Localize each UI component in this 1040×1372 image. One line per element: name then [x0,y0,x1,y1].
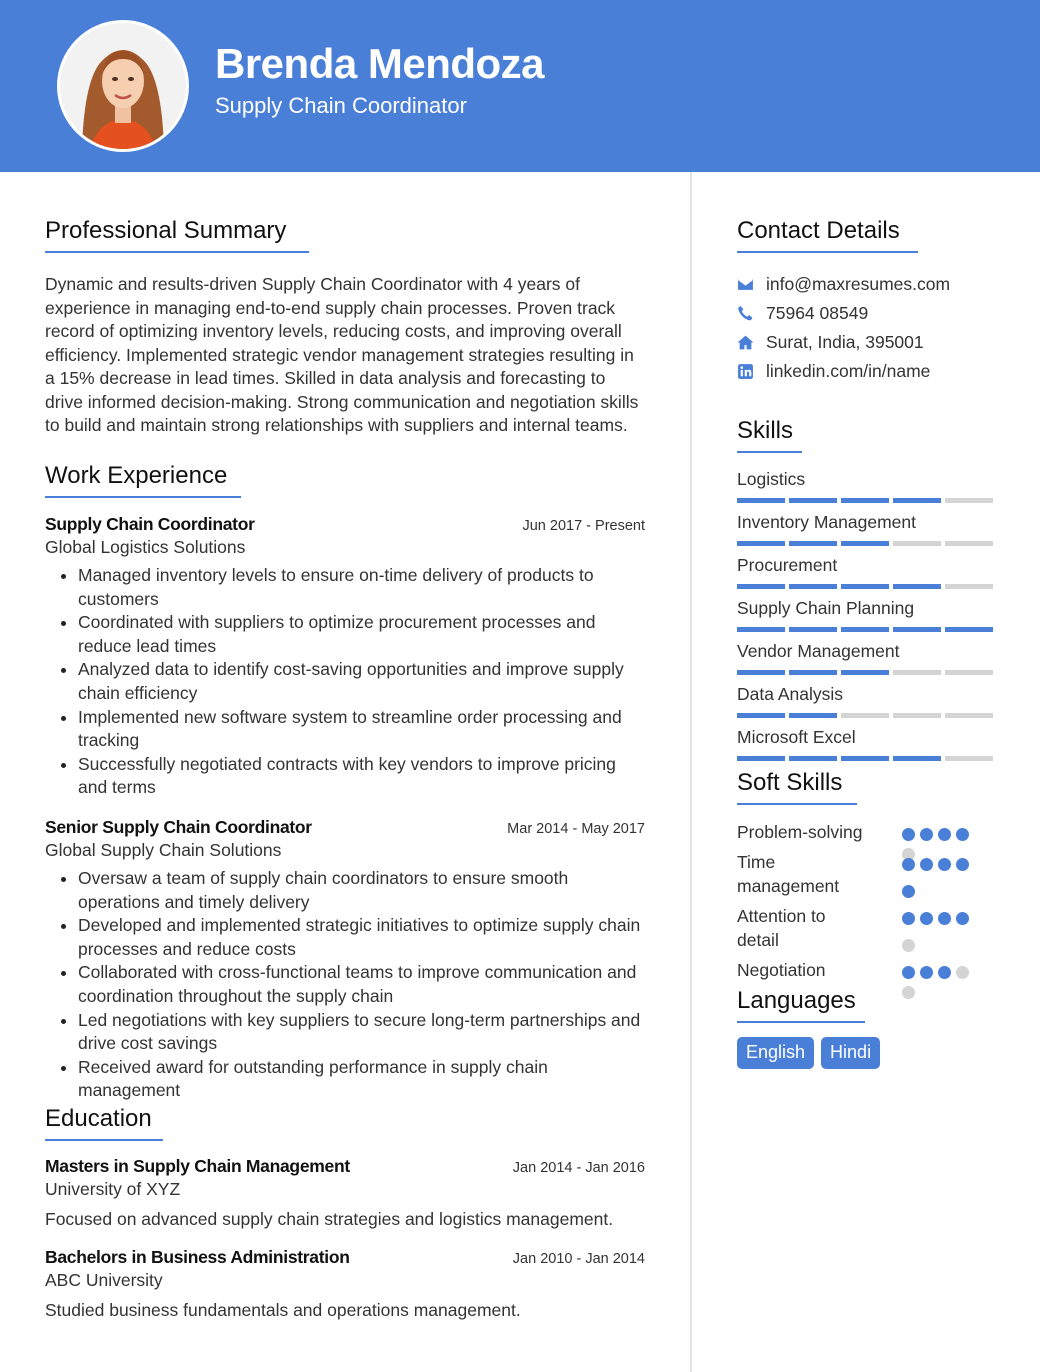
skill-name: Data Analysis [737,684,844,704]
skill-level-segment [789,756,837,761]
job-title: Senior Supply Chain Coordinator [45,817,312,837]
skill-level-segment [841,541,889,546]
soft-skill-rating [902,912,977,958]
skill-level-segment [945,627,993,632]
skill-level-segment [789,670,837,675]
education-date: Jan 2010 - Jan 2014 [512,1251,645,1267]
school-name: ABC University [45,1270,163,1290]
skill-level-bar [737,713,997,718]
rating-dot [938,858,951,871]
rating-dot [956,828,969,841]
contact-email[interactable] [737,270,997,299]
soft-skill-rating [902,828,977,850]
rating-dot [902,966,915,979]
rating-dot [902,912,915,925]
skill-level-bar [737,627,997,632]
education-entry [45,1247,645,1323]
rating-dot [902,986,915,999]
soft-skill-name: Problem-solving [737,822,863,842]
skill-level-segment [789,627,837,632]
soft-skill-name: Time management [737,852,840,896]
job-bullets [45,867,645,1103]
skill-level-segment [945,756,993,761]
skills-heading: Skills [737,417,802,453]
skill-level-segment [945,584,993,589]
job-bullet: Managed inventory levels to ensure on-time delivery of products to customers [78,564,645,611]
linkedin-icon [737,363,754,380]
job-bullet: Oversaw a team of supply chain coordinators to ensure smooth operations and timely delivery [78,867,645,914]
soft-skills-list [737,820,977,988]
skill-level-segment [945,498,993,503]
job-date: Jun 2017 - Present [522,518,645,534]
contact-phone[interactable] [737,299,997,328]
skill-level-segment [893,670,941,675]
skill-level-segment [737,584,785,589]
education-heading: Education [45,1105,163,1141]
languages-list [737,1037,880,1069]
rating-dot [902,939,915,952]
skill-level-segment [893,498,941,503]
skill-level-bar [737,670,997,675]
skill-level-segment [789,498,837,503]
degree-title: Bachelors in Business Administration [45,1247,350,1267]
languages-heading: Languages [737,987,865,1023]
skill-level-segment [945,713,993,718]
skill-item [737,641,997,684]
skill-level-segment [893,627,941,632]
contact-linkedin-text: linkedin.com/in/name [766,361,931,381]
job-company: Global Supply Chain Solutions [45,840,282,860]
skill-level-segment [945,670,993,675]
summary-heading: Professional Summary [45,217,309,253]
job-date: Mar 2014 - May 2017 [507,821,645,837]
language-tag: Hindi [821,1037,880,1069]
skill-level-segment [841,756,889,761]
skill-level-segment [789,713,837,718]
rating-dot [920,912,933,925]
skill-item [737,727,997,770]
school-name: University of XYZ [45,1179,181,1199]
summary-text: Dynamic and results-driven Supply Chain Coordinator with 4 years of experience in managing end-to-end supply chain processes. Proven track record of optimizing inventory levels, reducing costs, and improving overall efficiency. Implemented strategic vendor management strategies resulting in a 15% decrease in lead times. Skilled in data analysis and forecasting to drive informed decision-making. Strong communication and negotiation skills to build and maintain strong relationships with suppliers and internal teams. [45,274,639,435]
skill-name: Procurement [737,555,838,575]
envelope-icon [737,276,754,293]
job-entry [45,514,645,800]
soft-skill-name: Negotiation [737,960,826,980]
skill-item [737,684,997,727]
skill-level-segment [737,713,785,718]
skill-level-segment [945,541,993,546]
skill-level-bar [737,498,997,503]
skill-level-segment [737,498,785,503]
skill-name: Supply Chain Planning [737,598,915,618]
job-bullet: Led negotiations with key suppliers to secure long-term partnerships and drive cost savings [78,1009,645,1056]
education-entry [45,1156,645,1232]
profile-photo [57,20,189,152]
contact-address-text: Surat, India, 395001 [766,332,924,352]
skill-level-segment [893,756,941,761]
skill-level-segment [789,541,837,546]
skill-level-bar [737,541,997,546]
rating-dot [938,828,951,841]
skill-level-segment [737,670,785,675]
job-bullet: Received award for outstanding performance in supply chain management [78,1056,645,1103]
job-title: Supply Chain Coordinator [45,514,255,534]
skills-list [737,469,997,770]
skill-level-segment [893,713,941,718]
rating-dot [902,858,915,871]
skill-level-segment [737,627,785,632]
soft-skill-item [737,958,977,988]
resume-header [0,0,1040,172]
rating-dot [920,828,933,841]
skill-level-segment [789,584,837,589]
phone-icon [737,305,754,322]
degree-title: Masters in Supply Chain Management [45,1156,350,1176]
rating-dot [938,966,951,979]
skill-level-segment [737,756,785,761]
skill-level-bar [737,756,997,761]
experience-heading: Work Experience [45,462,241,498]
skill-level-segment [893,541,941,546]
soft-skills-heading: Soft Skills [737,769,857,805]
skill-name: Vendor Management [737,641,900,661]
job-bullet: Developed and implemented strategic initiatives to optimize supply chain processes and reduce costs [78,914,645,961]
soft-skill-item [737,820,977,850]
skill-item [737,512,997,555]
languages-section [737,987,865,1023]
skill-item [737,598,997,641]
education-section [45,1105,163,1141]
job-bullet: Coordinated with suppliers to optimize procurement processes and reduce lead times [78,611,645,658]
soft-skill-item [737,904,977,958]
contact-address [737,328,997,357]
rating-dot [938,912,951,925]
skill-name: Logistics [737,469,806,489]
skill-name: Inventory Management [737,512,916,532]
skill-level-segment [841,584,889,589]
rating-dot [956,966,969,979]
job-bullets [45,564,645,800]
contact-email-text: info@maxresumes.com [766,274,951,294]
contact-section [737,217,918,253]
skills-section [737,417,802,453]
contact-heading: Contact Details [737,217,918,253]
summary-section [45,217,309,253]
rating-dot [920,966,933,979]
skill-level-segment [737,541,785,546]
profile-photo-image [60,23,186,149]
skill-level-segment [841,670,889,675]
skill-level-segment [841,627,889,632]
soft-skill-name: Attention to detail [737,906,826,950]
contact-phone-text: 75964 08549 [766,303,869,323]
job-company: Global Logistics Solutions [45,537,246,557]
soft-skill-rating [902,858,977,904]
column-divider [690,172,692,1372]
contact-linkedin[interactable] [737,357,997,386]
rating-dot [956,858,969,871]
home-icon [737,334,754,351]
skill-item [737,469,997,512]
education-description: Studied business fundamentals and operations management. [45,1300,521,1320]
rating-dot [902,828,915,841]
skill-level-bar [737,584,997,589]
contact-list [737,270,997,386]
soft-skills-section [737,769,857,805]
skill-item [737,555,997,598]
job-bullet: Collaborated with cross-functional teams to improve communication and coordination throughout the supply chain [78,961,645,1008]
rating-dot [902,885,915,898]
education-date: Jan 2014 - Jan 2016 [512,1160,645,1176]
job-bullet: Analyzed data to identify cost-saving opportunities and improve supply chain efficiency [78,658,645,705]
job-bullet: Successfully negotiated contracts with key vendors to improve pricing and terms [78,753,645,800]
soft-skill-item [737,850,977,904]
candidate-title: Supply Chain Coordinator [215,93,467,118]
skill-level-segment [893,584,941,589]
job-entry [45,817,645,1103]
language-tag: English [737,1037,814,1069]
rating-dot [920,858,933,871]
education-description: Focused on advanced supply chain strategies and logistics management. [45,1209,614,1229]
candidate-name: Brenda Mendoza [215,40,545,87]
experience-section [45,462,241,498]
job-bullet: Implemented new software system to streamline order processing and tracking [78,706,645,753]
skill-name: Microsoft Excel [737,727,856,747]
skill-level-segment [841,498,889,503]
rating-dot [956,912,969,925]
soft-skill-rating [902,966,977,988]
skill-level-segment [841,713,889,718]
